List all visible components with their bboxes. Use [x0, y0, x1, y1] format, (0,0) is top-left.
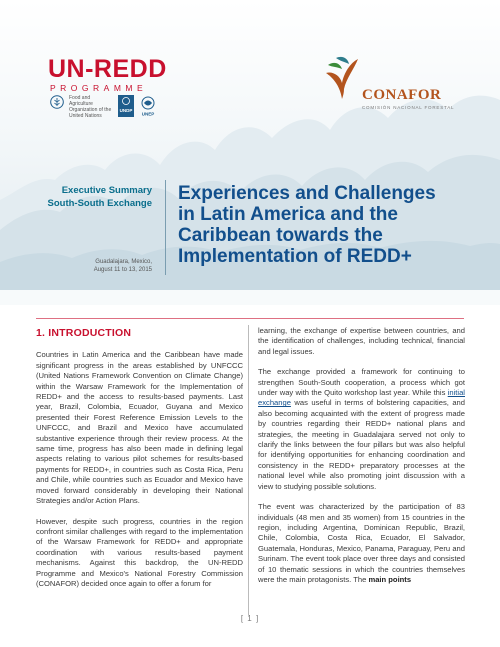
header-divider [165, 180, 166, 275]
column-divider [248, 325, 249, 615]
right-column [258, 326, 465, 595]
section-divider [36, 318, 464, 319]
event-location-date [94, 258, 152, 274]
initial-exchange-link[interactable]: initial exchange [258, 388, 465, 408]
title-line-2: in Latin America and the [178, 204, 398, 225]
right-paragraph-1: learning, the exchange of expertise between countries, and the identification of challenges, including technical, financial and legal issues. [258, 326, 465, 356]
title-line-1: Experiences and Challenges [178, 183, 436, 204]
header [0, 0, 500, 305]
undp-logo-text: UNDP [119, 108, 133, 113]
right-paragraph-2-text-before: The exchange provided a framework for continuing to strengthen South-South cooperation, a process which got under way with the Quito workshop last year. While this [258, 367, 465, 398]
unredd-logo [48, 55, 168, 93]
left-paragraph-1: Countries in Latin America and the Caribbean have made significant progress in the areas established by UNFCCC (United Nations Framework Convention on Climate Change) within the Warsaw Framework for the Implementation of REDD+ and the access to results-based payments. Last year, Brazil, Colombia, Ecuador, Guyana and Mexico presented their Forest Reference Emission Levels to the UNFCCC, and Brazil and Mexico have accumulated substantive experience through their review process. At the same time, progress has also been made in defining legal aspects relating to various pilot schemes for results-based payments for REDD+, in countries such as Costa Rica, Peru and Chile, while countries such as Ecuador and Mexico have moved forward considerably in developing their National Strategies and/or Action Plans. [36, 350, 243, 506]
unep-logo-text: UNEP [141, 111, 155, 117]
main-points-bold: main points [368, 574, 412, 584]
conafor-subtitle: COMISIÓN NACIONAL FORESTAL [362, 105, 455, 110]
conafor-name: CONAFOR [362, 87, 442, 103]
fao-logo-icon [50, 95, 64, 109]
executive-summary-label [48, 184, 153, 210]
exec-summary-line-1: Executive Summary [61, 185, 152, 196]
partner-logos [50, 95, 157, 119]
page-number: [ 1 ] [240, 614, 260, 623]
left-column [36, 326, 243, 599]
title-line-3: Caribbean towards the [178, 225, 383, 246]
title-line-4: Implementation of REDD+ [178, 246, 412, 267]
unredd-logo-programme: PROGRAMME [50, 83, 148, 93]
section-heading-introduction: 1. INTRODUCTION [36, 327, 132, 339]
undp-logo-icon [118, 95, 134, 117]
left-paragraph-2: However, despite such progress, countries in the region confront similar challenges with regard to the implementation of the Warsaw Framework for REDD+ and appropriate coordination with various results-based payment mechanisms. Against this backdrop, the UN-REDD Programme and Mexico's National Forestry Commission (CONAFOR) decided once again to offer a forum for [36, 516, 243, 588]
unep-logo-icon [139, 95, 157, 117]
unredd-logo-name: UN-REDD [48, 55, 167, 83]
right-paragraph-3-text: The event was characterized by the participation of 83 individuals (48 men and 35 women) from 15 countries in the region, including Argentina, Dominican Republic, Brazil, Chile, Colombia, Costa Rica, Ecuador, El Salvador, Guatemala, Honduras, Mexico, Panama, Paraguay, Peru and Surinam. The event took place over three days and consisted of 10 thematic sessions in which the countries themselves were the main protagonists. The [258, 502, 465, 584]
right-paragraph-2-text-after: was useful in terms of bolstering capacities, and also becoming acquainted with the extent of progress made by countries regarding their REDD+ national plans and strategies, the meeting in Guadalajara served not only to clarify the links between the four pillars but was also helpful for identifying opportunities for enhancing coordination and consistency in the REDD+ preparatory processes at the national level while also promoting joint discussion with a view to studying possible solutions. [258, 398, 465, 491]
right-paragraph-3 [258, 502, 465, 585]
document-title [178, 183, 436, 267]
conafor-emblem-icon [322, 55, 362, 103]
location-line-1: Guadalajara, Mexico, [95, 259, 152, 265]
right-paragraph-2 [258, 367, 465, 492]
location-line-2: August 11 to 13, 2015 [93, 267, 152, 273]
exec-summary-line-2: South-South Exchange [47, 198, 152, 209]
fao-text: Food and Agriculture Organization of the United Nations [69, 95, 112, 119]
